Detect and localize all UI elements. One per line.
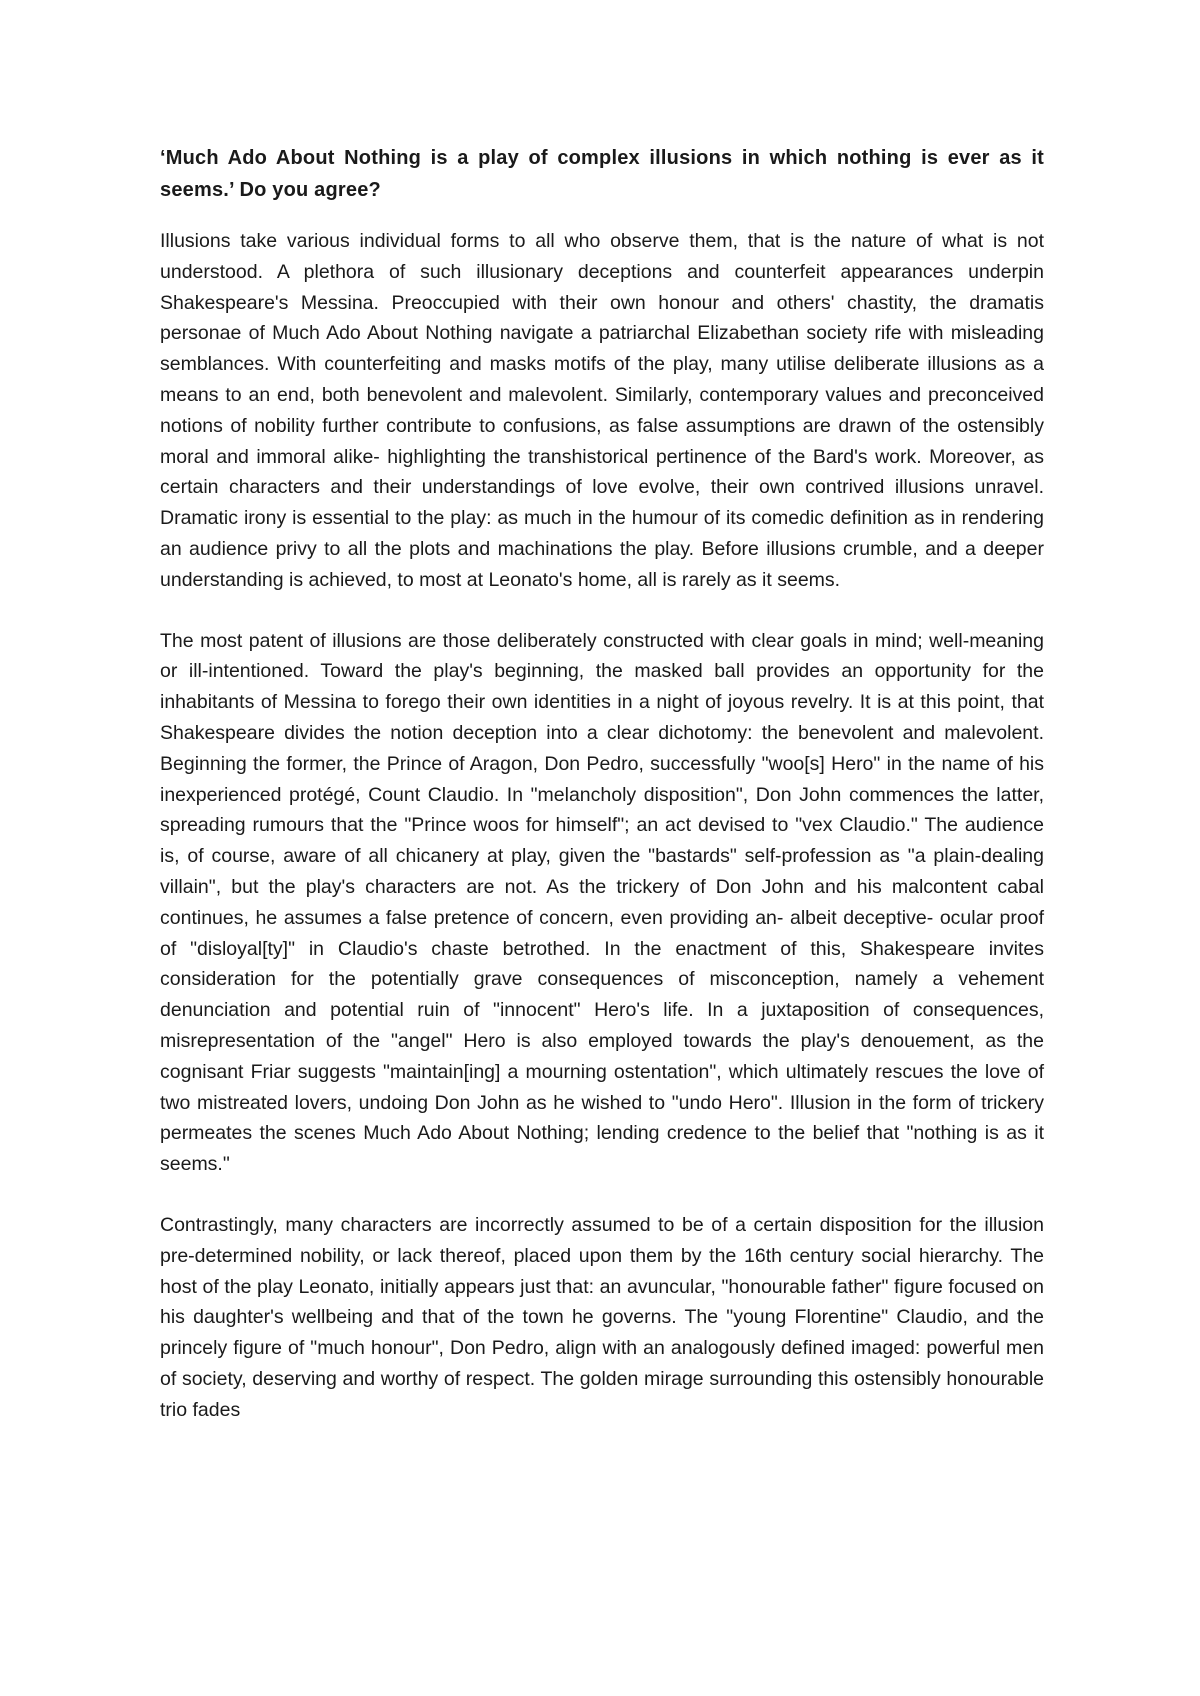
paragraph-nobility-illusions: Contrastingly, many characters are incorrectly assumed to be of a certain disposition for the illusion pre-determined nobility, or lack thereof, placed upon them by the 16th century social hierarchy. The host of the play Leonato, initially appears just that: an avuncular, "honourable father" figure focused on his daughter's wellbeing and that of the town he governs. The "young Florentine" Claudio, and the princely figure of "much honour", Don Pedro, align with an analogously defined imaged: powerful men of society, deserving and worthy of respect. The golden mirage surrounding this ostensibly honourable trio fades <box>160 1213 1044 1421</box>
paragraph-deliberate-illusions: The most patent of illusions are those deliberately constructed with clear goals in mind; well-meaning or ill-intentioned. Toward the play's beginning, the masked ball provides an opportunity for the inhabitants of Messina to forego their own identities in a night of joyous revelry. It is at this point, that Shakespeare divides the notion deception into a clear dichotomy: the benevolent and malevolent. Beginning the former, the Prince of Aragon, Don Pedro, successfully "woo[s] Hero" in the name of his inexperienced protégé, Count Claudio. In "melancholy disposition", Don John commences the latter, spreading rumours that the "Prince woos for himself"; an act devised to "vex Claudio." The audience is, of course, aware of all chicanery at play, given the "bastards" self-profession as "a plain-dealing villain", but the play's characters are not. As the trickery of Don John and his malcontent cabal continues, he assumes a false pretence of concern, even providing an- albeit deceptive- ocular proof of "disloyal[ty]" in Claudio's chaste betrothed. In the enactment of this, Shakespeare invites consideration for the potentially grave consequences of misconception, namely a vehement denunciation and potential ruin of "innocent" Hero's life. In a juxtaposition of consequences, misrepresentation of the "angel" Hero is also employed towards the play's denouement, as the cognisant Friar suggests "maintain[ing] a mourning ostentation", which ultimately rescues the love of two mistreated lovers, undoing Don John as he wished to "undo Hero". Illusion in the form of trickery permeates the scenes Much Ado About Nothing; lending credence to the belief that "nothing is as it seems." <box>160 629 1044 1176</box>
document-page <box>160 142 1044 1425</box>
essay-question-title: ‘Much Ado About Nothing is a play of complex illusions in which nothing is ever as it seems.’ Do you agree? <box>160 147 1044 201</box>
paragraph-introduction: Illusions take various individual forms to all who observe them, that is the nature of what is not understood. A plethora of such illusionary deceptions and counterfeit appearances underpin Shakespeare's Messina. Preoccupied with their own honour and others' chastity, the dramatis personae of Much Ado About Nothing navigate a patriarchal Elizabethan society rife with misleading semblances. With counterfeiting and masks motifs of the play, many utilise deliberate illusions as a means to an end, both benevolent and malevolent. Similarly, contemporary values and preconceived notions of nobility further contribute to confusions, as false assumptions are drawn of the ostensibly moral and immoral alike- highlighting the transhistorical pertinence of the Bard's work. Moreover, as certain characters and their understandings of love evolve, their own contrived illusions unravel. Dramatic irony is essential to the play: as much in the humour of its comedic definition as in rendering an audience privy to all the plots and machinations the play. Before illusions crumble, and a deeper understanding is achieved, to most at Leonato's home, all is rarely as it seems. <box>160 230 1044 591</box>
